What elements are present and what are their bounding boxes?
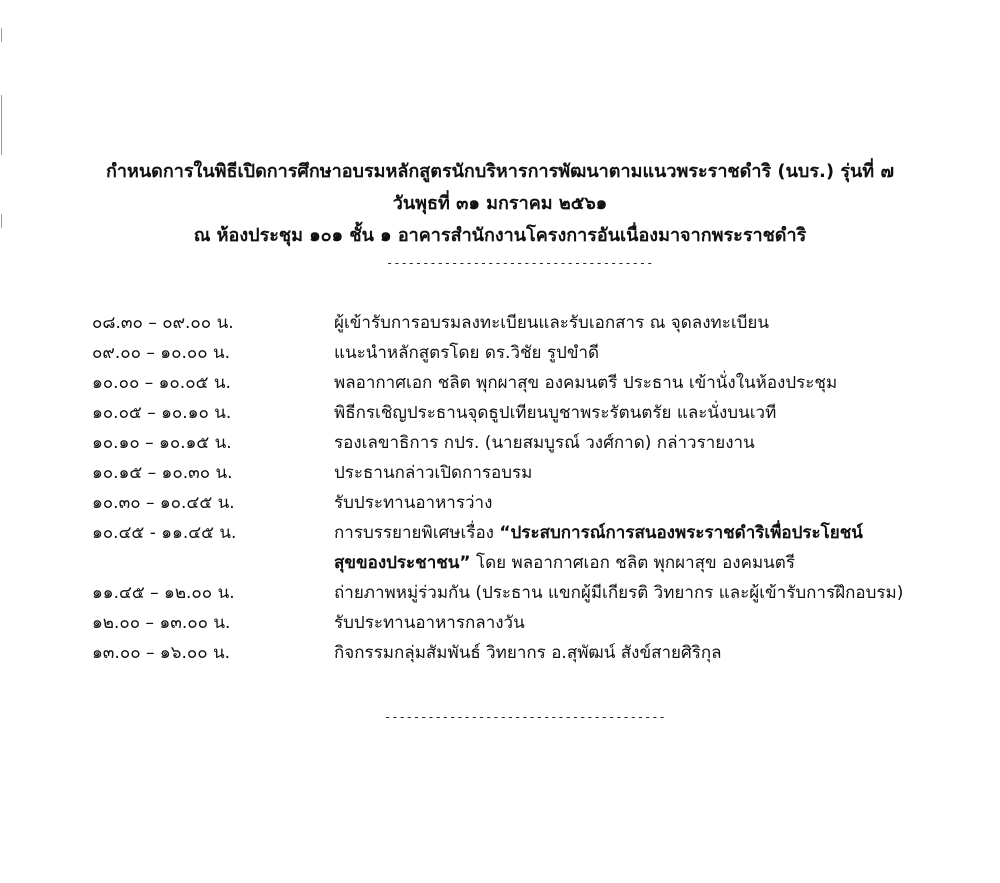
schedule-activity-lecture xyxy=(334,518,952,578)
lecture-prefix: การบรรยายพิเศษเรื่อง xyxy=(334,523,500,543)
lecture-title-part-1: “ประสบการณ์การสนองพระราชดำริเพื่อประโยชน์ xyxy=(499,523,863,543)
document-header xyxy=(0,156,1000,252)
schedule-activity: รับประทานอาหารว่าง xyxy=(334,493,493,513)
schedule-activity: พลอากาศเอก ชลิต พุกผาสุข องคมนตรี ประธาน เข้านั่งในห้องประชุม xyxy=(334,373,838,393)
schedule-row xyxy=(92,638,952,668)
lecture-line-1 xyxy=(334,518,952,548)
schedule-time: ๑๐.๑๐ – ๑๐.๑๕ น. xyxy=(92,433,232,453)
schedule-time: ๑๐.๓๐ – ๑๐.๔๕ น. xyxy=(92,493,235,513)
schedule-activity: ประธานกล่าวเปิดการอบรม xyxy=(334,463,533,483)
schedule-activity: ผู้เข้ารับการอบรมลงทะเบียนและรับเอกสาร ณ จุดลงทะเบียน xyxy=(334,313,770,333)
schedule-time: ๑๑.๔๕ – ๑๒.๐๐ น. xyxy=(92,583,235,603)
schedule-time: ๑๒.๐๐ – ๑๓.๐๐ น. xyxy=(92,613,231,633)
schedule-row xyxy=(92,368,952,398)
schedule-list xyxy=(92,308,952,668)
lecture-speaker: โดย พลอากาศเอก ชลิต พุกผาสุข องคมนตรี xyxy=(470,553,795,573)
bottom-divider: --------------------------------------- xyxy=(384,710,666,724)
schedule-row xyxy=(92,308,952,338)
schedule-time: ๑๐.๐๐ – ๑๐.๐๕ น. xyxy=(92,373,231,393)
schedule-time: ๐๙.๐๐ – ๑๐.๐๐ น. xyxy=(92,343,231,363)
schedule-row xyxy=(92,428,952,458)
schedule-row xyxy=(92,518,952,578)
schedule-activity: รองเลขาธิการ กปร. (นายสมบูรณ์ วงศ์กาด) กล่าวรายงาน xyxy=(334,433,755,453)
schedule-activity: ถ่ายภาพหมู่ร่วมกัน (ประธาน แขกผู้มีเกียรติ วิทยากร และผู้เข้ารับการฝึกอบรม) xyxy=(334,583,904,603)
top-divider: ------------------------------------- xyxy=(386,256,654,270)
event-venue: ณ ห้องประชุม ๑๐๑ ชั้น ๑ อาคารสำนักงานโครงการอันเนื่องมาจากพระราชดำริ xyxy=(193,225,807,246)
schedule-row xyxy=(92,578,952,608)
schedule-row xyxy=(92,488,952,518)
scan-mark xyxy=(1,28,2,42)
schedule-time: ๑๐.๔๕ - ๑๑.๔๕ น. xyxy=(92,523,237,543)
document-title: กำหนดการในพิธีเปิดการศึกษาอบรมหลักสูตรนักบริหารการพัฒนาตามแนวพระราชดำริ (นบร.) รุ่นที่ ๗ xyxy=(106,161,894,182)
scan-edge-marks xyxy=(0,0,6,883)
lecture-title-part-2: สุขของประชาชน” xyxy=(334,553,471,573)
event-date: วันพุธที่ ๓๑ มกราคม ๒๕๖๑ xyxy=(392,193,608,214)
schedule-row xyxy=(92,338,952,368)
schedule-time: ๑๐.๑๕ – ๑๐.๓๐ น. xyxy=(92,463,233,483)
schedule-time: ๑๓.๐๐ – ๑๖.๐๐ น. xyxy=(92,643,231,663)
schedule-activity: กิจกรรมกลุ่มสัมพันธ์ วิทยากร อ.สุพัฒน์ สังข์สายศิริกุล xyxy=(334,643,722,663)
schedule-time: ๐๘.๓๐ – ๐๙.๐๐ น. xyxy=(92,313,234,333)
schedule-time: ๑๐.๐๕ – ๑๐.๑๐ น. xyxy=(92,403,232,423)
scan-mark xyxy=(1,95,2,155)
schedule-row xyxy=(92,458,952,488)
schedule-activity: รับประทานอาหารกลางวัน xyxy=(334,613,525,633)
schedule-row xyxy=(92,608,952,638)
schedule-row xyxy=(92,398,952,428)
schedule-activity: พิธีกรเชิญประธานจุดธูปเทียนบูชาพระรัตนตรัย และนั่งบนเวที xyxy=(334,403,777,423)
lecture-line-2 xyxy=(334,548,952,578)
schedule-activity: แนะนำหลักสูตรโดย ดร.วิชัย รูปขำดี xyxy=(334,343,600,363)
